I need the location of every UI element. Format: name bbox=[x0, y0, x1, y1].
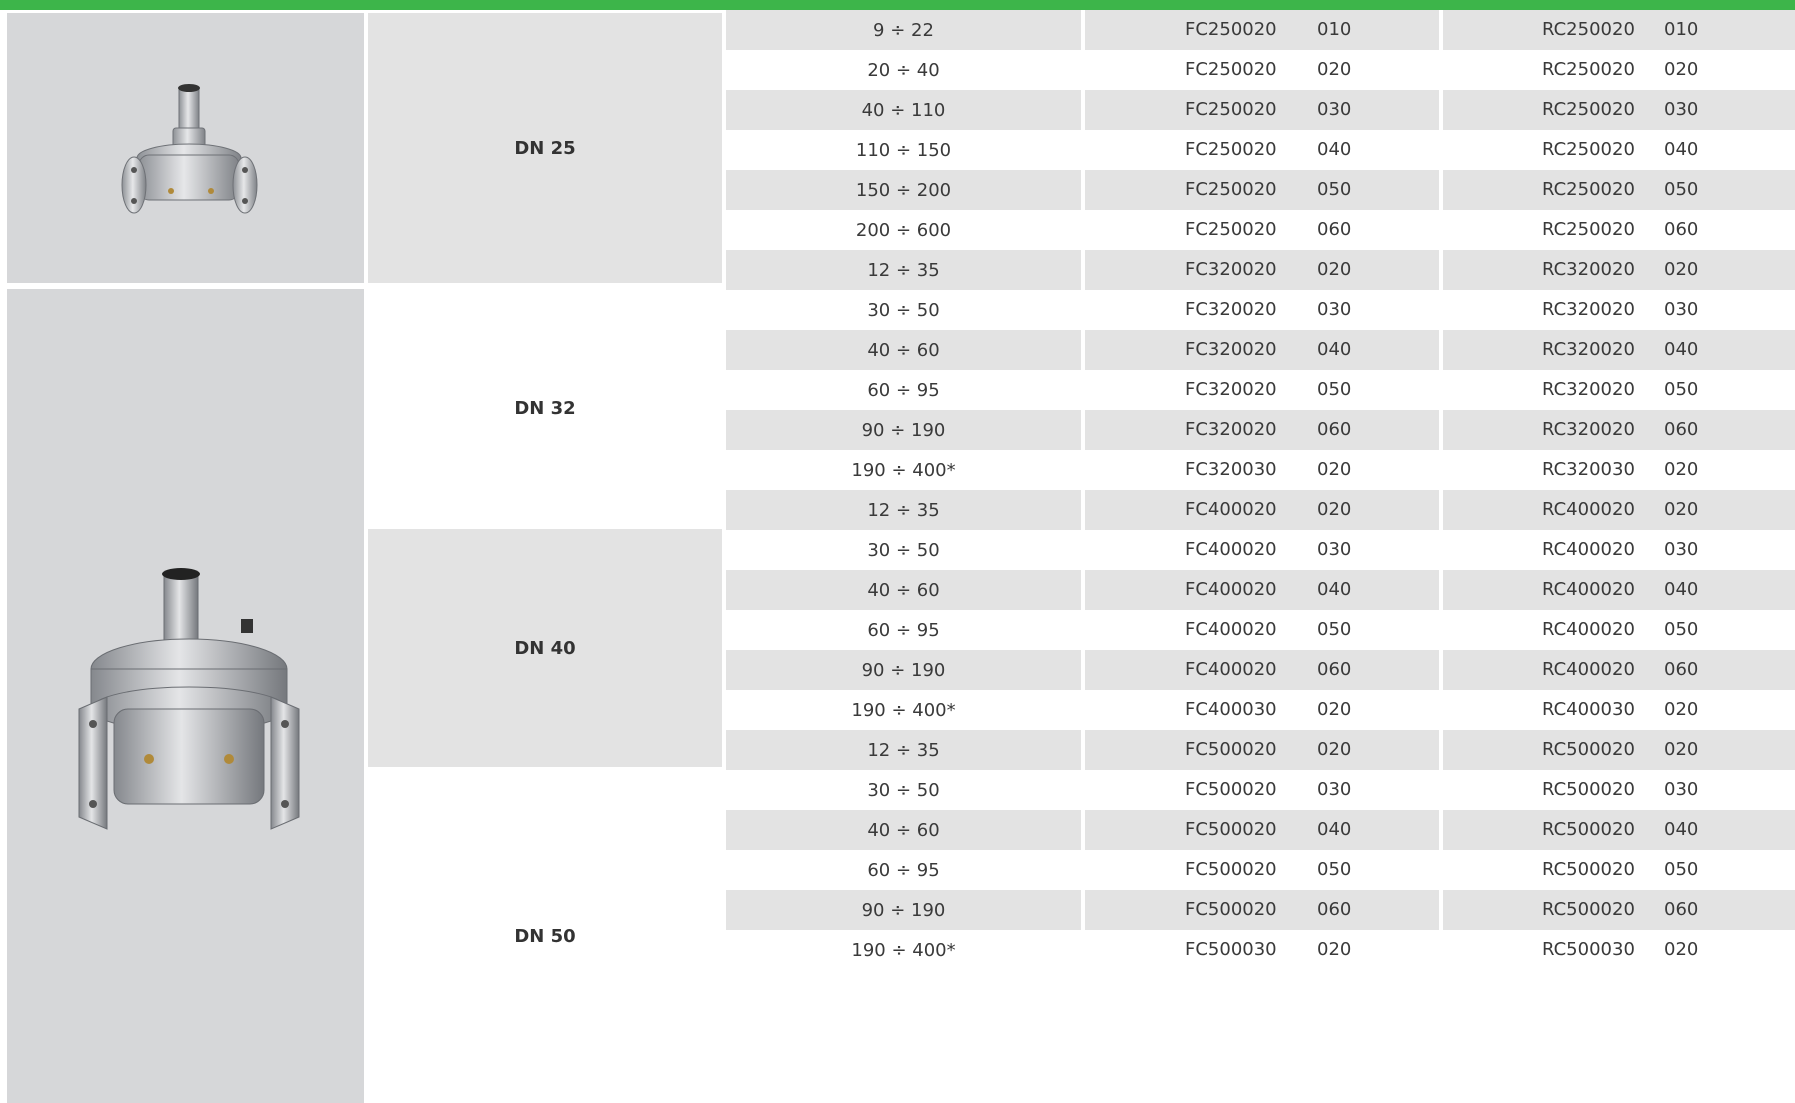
fc-code-cell bbox=[1085, 10, 1439, 50]
rc-code-suffix: 020 bbox=[1664, 939, 1699, 960]
table-row bbox=[726, 850, 1795, 890]
rc-code-cell bbox=[1443, 650, 1795, 690]
table-row bbox=[726, 930, 1795, 970]
pressure-range-cell: 200 ÷ 600 bbox=[726, 210, 1081, 250]
pressure-range-cell: 60 ÷ 95 bbox=[726, 370, 1081, 410]
dn-size-label: DN 50 bbox=[368, 769, 722, 1103]
rc-code-suffix: 050 bbox=[1664, 179, 1699, 200]
rc-code: RC400020 bbox=[1542, 579, 1635, 600]
table-row bbox=[726, 50, 1795, 90]
fc-code-cell bbox=[1085, 330, 1439, 370]
rc-code: RC250020 bbox=[1542, 19, 1635, 40]
fc-code: FC500020 bbox=[1185, 819, 1277, 840]
fc-code-cell bbox=[1085, 170, 1439, 210]
table-row bbox=[726, 690, 1795, 730]
rc-code: RC500020 bbox=[1542, 819, 1635, 840]
rc-code-cell bbox=[1443, 530, 1795, 570]
fc-code: FC500030 bbox=[1185, 939, 1277, 960]
table-row bbox=[726, 770, 1795, 810]
fc-code: FC250020 bbox=[1185, 179, 1277, 200]
fc-code: FC250020 bbox=[1185, 59, 1277, 80]
fc-code-cell bbox=[1085, 930, 1439, 970]
rc-code-cell bbox=[1443, 330, 1795, 370]
rc-code-suffix: 010 bbox=[1664, 19, 1699, 40]
fc-code-suffix: 020 bbox=[1317, 459, 1352, 480]
rc-code: RC500020 bbox=[1542, 739, 1635, 760]
small-gas-regulator-image bbox=[111, 73, 271, 243]
fc-code-suffix: 040 bbox=[1317, 819, 1352, 840]
fc-code-cell bbox=[1085, 530, 1439, 570]
rc-code-suffix: 020 bbox=[1664, 499, 1699, 520]
rc-code-cell bbox=[1443, 370, 1795, 410]
fc-code-cell bbox=[1085, 770, 1439, 810]
fc-code-suffix: 060 bbox=[1317, 419, 1352, 440]
table-row bbox=[726, 170, 1795, 210]
rc-code-suffix: 030 bbox=[1664, 779, 1699, 800]
fc-code-suffix: 020 bbox=[1317, 939, 1352, 960]
rc-code-suffix: 030 bbox=[1664, 539, 1699, 560]
fc-code: FC400020 bbox=[1185, 619, 1277, 640]
large-gas-regulator-image bbox=[69, 559, 309, 849]
fc-code: FC400020 bbox=[1185, 579, 1277, 600]
fc-code-suffix: 060 bbox=[1317, 219, 1352, 240]
fc-code-suffix: 030 bbox=[1317, 539, 1352, 560]
fc-code: FC500020 bbox=[1185, 739, 1277, 760]
rc-code: RC250020 bbox=[1542, 139, 1635, 160]
table-row bbox=[726, 10, 1795, 50]
rc-code-cell bbox=[1443, 210, 1795, 250]
product-image-cell-dn25 bbox=[7, 13, 364, 283]
rc-code-cell bbox=[1443, 930, 1795, 970]
rc-code: RC400020 bbox=[1542, 659, 1635, 680]
table-row bbox=[726, 530, 1795, 570]
rc-code: RC320020 bbox=[1542, 259, 1635, 280]
rc-code-cell bbox=[1443, 770, 1795, 810]
fc-code: FC320020 bbox=[1185, 419, 1277, 440]
rc-code-cell bbox=[1443, 730, 1795, 770]
rc-code-suffix: 060 bbox=[1664, 419, 1699, 440]
fc-code-suffix: 050 bbox=[1317, 619, 1352, 640]
top-accent-bar bbox=[0, 0, 1795, 10]
fc-code-suffix: 030 bbox=[1317, 99, 1352, 120]
rc-code-suffix: 050 bbox=[1664, 379, 1699, 400]
fc-code: FC320020 bbox=[1185, 299, 1277, 320]
fc-code-cell bbox=[1085, 50, 1439, 90]
pressure-range-cell: 40 ÷ 60 bbox=[726, 330, 1081, 370]
rc-code: RC320020 bbox=[1542, 379, 1635, 400]
fc-code-cell bbox=[1085, 890, 1439, 930]
rc-code-suffix: 050 bbox=[1664, 619, 1699, 640]
rc-code-cell bbox=[1443, 890, 1795, 930]
rc-code-suffix: 060 bbox=[1664, 219, 1699, 240]
fc-code-suffix: 040 bbox=[1317, 579, 1352, 600]
rc-code: RC400020 bbox=[1542, 539, 1635, 560]
pressure-range-cell: 40 ÷ 60 bbox=[726, 570, 1081, 610]
table-row bbox=[726, 490, 1795, 530]
fc-code-cell bbox=[1085, 290, 1439, 330]
rc-code: RC320020 bbox=[1542, 339, 1635, 360]
pressure-range-cell: 20 ÷ 40 bbox=[726, 50, 1081, 90]
pressure-range-cell: 60 ÷ 95 bbox=[726, 850, 1081, 890]
pressure-range-cell: 90 ÷ 190 bbox=[726, 890, 1081, 930]
table-row bbox=[726, 90, 1795, 130]
product-image-cell-dn32-50 bbox=[7, 289, 364, 1103]
fc-code-suffix: 060 bbox=[1317, 659, 1352, 680]
rc-code-cell bbox=[1443, 10, 1795, 50]
pressure-range-cell: 90 ÷ 190 bbox=[726, 650, 1081, 690]
rc-code-suffix: 040 bbox=[1664, 339, 1699, 360]
fc-code-suffix: 010 bbox=[1317, 19, 1352, 40]
fc-code: FC400030 bbox=[1185, 699, 1277, 720]
rc-code-cell bbox=[1443, 690, 1795, 730]
fc-code-cell bbox=[1085, 250, 1439, 290]
rc-code-cell bbox=[1443, 490, 1795, 530]
fc-code: FC320020 bbox=[1185, 259, 1277, 280]
rc-code-cell bbox=[1443, 450, 1795, 490]
table-row bbox=[726, 250, 1795, 290]
rc-code-suffix: 020 bbox=[1664, 699, 1699, 720]
fc-code-suffix: 050 bbox=[1317, 859, 1352, 880]
fc-code-suffix: 020 bbox=[1317, 59, 1352, 80]
fc-code-cell bbox=[1085, 130, 1439, 170]
fc-code-suffix: 040 bbox=[1317, 339, 1352, 360]
rc-code: RC250020 bbox=[1542, 99, 1635, 120]
fc-code-suffix: 040 bbox=[1317, 139, 1352, 160]
rc-code: RC400020 bbox=[1542, 499, 1635, 520]
rc-code-cell bbox=[1443, 50, 1795, 90]
fc-code-suffix: 020 bbox=[1317, 499, 1352, 520]
fc-code-cell bbox=[1085, 650, 1439, 690]
fc-code: FC250020 bbox=[1185, 219, 1277, 240]
rc-code-cell bbox=[1443, 290, 1795, 330]
fc-code: FC400020 bbox=[1185, 499, 1277, 520]
fc-code-cell bbox=[1085, 490, 1439, 530]
pressure-range-cell: 30 ÷ 50 bbox=[726, 290, 1081, 330]
fc-code-cell bbox=[1085, 410, 1439, 450]
rc-code-cell bbox=[1443, 610, 1795, 650]
table-row bbox=[726, 210, 1795, 250]
table-row bbox=[726, 570, 1795, 610]
pressure-range-cell: 40 ÷ 110 bbox=[726, 90, 1081, 130]
rc-code-cell bbox=[1443, 130, 1795, 170]
dn-size-label: DN 25 bbox=[368, 13, 722, 283]
fc-code-suffix: 060 bbox=[1317, 899, 1352, 920]
pressure-range-cell: 30 ÷ 50 bbox=[726, 530, 1081, 570]
rc-code-suffix: 060 bbox=[1664, 659, 1699, 680]
rc-code: RC400030 bbox=[1542, 699, 1635, 720]
rc-code-suffix: 020 bbox=[1664, 739, 1699, 760]
fc-code: FC250020 bbox=[1185, 19, 1277, 40]
rc-code-suffix: 040 bbox=[1664, 819, 1699, 840]
rc-code: RC250020 bbox=[1542, 59, 1635, 80]
dn-size-label: DN 40 bbox=[368, 529, 722, 767]
table-row bbox=[726, 890, 1795, 930]
rc-code-suffix: 030 bbox=[1664, 299, 1699, 320]
fc-code-cell bbox=[1085, 850, 1439, 890]
fc-code-cell bbox=[1085, 210, 1439, 250]
rc-code: RC320030 bbox=[1542, 459, 1635, 480]
rc-code: RC500030 bbox=[1542, 939, 1635, 960]
fc-code-suffix: 020 bbox=[1317, 699, 1352, 720]
rc-code: RC250020 bbox=[1542, 179, 1635, 200]
fc-code-cell bbox=[1085, 370, 1439, 410]
pressure-range-cell: 110 ÷ 150 bbox=[726, 130, 1081, 170]
table-row bbox=[726, 810, 1795, 850]
table-row bbox=[726, 370, 1795, 410]
rc-code-suffix: 040 bbox=[1664, 579, 1699, 600]
fc-code: FC320020 bbox=[1185, 379, 1277, 400]
rc-code-cell bbox=[1443, 570, 1795, 610]
pressure-range-cell: 12 ÷ 35 bbox=[726, 250, 1081, 290]
rc-code-cell bbox=[1443, 90, 1795, 130]
fc-code-cell bbox=[1085, 90, 1439, 130]
fc-code: FC500020 bbox=[1185, 899, 1277, 920]
pressure-range-cell: 190 ÷ 400* bbox=[726, 450, 1081, 490]
fc-code-suffix: 020 bbox=[1317, 259, 1352, 280]
pressure-range-cell: 90 ÷ 190 bbox=[726, 410, 1081, 450]
fc-code: FC320030 bbox=[1185, 459, 1277, 480]
rc-code: RC500020 bbox=[1542, 859, 1635, 880]
fc-code-cell bbox=[1085, 810, 1439, 850]
fc-code: FC500020 bbox=[1185, 859, 1277, 880]
fc-code: FC400020 bbox=[1185, 539, 1277, 560]
fc-code: FC400020 bbox=[1185, 659, 1277, 680]
rc-code-suffix: 020 bbox=[1664, 259, 1699, 280]
pressure-range-cell: 190 ÷ 400* bbox=[726, 930, 1081, 970]
fc-code-cell bbox=[1085, 450, 1439, 490]
rc-code-suffix: 030 bbox=[1664, 99, 1699, 120]
dn-size-label: DN 32 bbox=[368, 289, 722, 527]
fc-code-suffix: 020 bbox=[1317, 739, 1352, 760]
pressure-range-cell: 40 ÷ 60 bbox=[726, 810, 1081, 850]
pressure-range-cell: 150 ÷ 200 bbox=[726, 170, 1081, 210]
rc-code-cell bbox=[1443, 850, 1795, 890]
table-row bbox=[726, 610, 1795, 650]
pressure-range-cell: 30 ÷ 50 bbox=[726, 770, 1081, 810]
rc-code-cell bbox=[1443, 250, 1795, 290]
table-row bbox=[726, 130, 1795, 170]
table-row bbox=[726, 410, 1795, 450]
pressure-range-cell: 190 ÷ 400* bbox=[726, 690, 1081, 730]
fc-code: FC320020 bbox=[1185, 339, 1277, 360]
fc-code: FC250020 bbox=[1185, 99, 1277, 120]
table-row bbox=[726, 330, 1795, 370]
fc-code-cell bbox=[1085, 610, 1439, 650]
rc-code-cell bbox=[1443, 810, 1795, 850]
fc-code-suffix: 050 bbox=[1317, 379, 1352, 400]
rc-code-suffix: 020 bbox=[1664, 459, 1699, 480]
rc-code: RC250020 bbox=[1542, 219, 1635, 240]
fc-code-suffix: 050 bbox=[1317, 179, 1352, 200]
rc-code-cell bbox=[1443, 170, 1795, 210]
rc-code-cell bbox=[1443, 410, 1795, 450]
rc-code-suffix: 050 bbox=[1664, 859, 1699, 880]
pressure-range-cell: 60 ÷ 95 bbox=[726, 610, 1081, 650]
table-row bbox=[726, 650, 1795, 690]
fc-code-suffix: 030 bbox=[1317, 299, 1352, 320]
rc-code-suffix: 040 bbox=[1664, 139, 1699, 160]
rc-code: RC320020 bbox=[1542, 419, 1635, 440]
rc-code: RC320020 bbox=[1542, 299, 1635, 320]
pressure-range-cell: 12 ÷ 35 bbox=[726, 730, 1081, 770]
rc-code-suffix: 020 bbox=[1664, 59, 1699, 80]
table-row bbox=[726, 290, 1795, 330]
pressure-range-cell: 9 ÷ 22 bbox=[726, 10, 1081, 50]
fc-code: FC500020 bbox=[1185, 779, 1277, 800]
rc-code: RC500020 bbox=[1542, 899, 1635, 920]
table-row bbox=[726, 730, 1795, 770]
rc-code: RC500020 bbox=[1542, 779, 1635, 800]
rc-code-suffix: 060 bbox=[1664, 899, 1699, 920]
fc-code: FC250020 bbox=[1185, 139, 1277, 160]
rc-code: RC400020 bbox=[1542, 619, 1635, 640]
fc-code-cell bbox=[1085, 730, 1439, 770]
fc-code-cell bbox=[1085, 690, 1439, 730]
fc-code-suffix: 030 bbox=[1317, 779, 1352, 800]
table-row bbox=[726, 450, 1795, 490]
pressure-range-cell: 12 ÷ 35 bbox=[726, 490, 1081, 530]
fc-code-cell bbox=[1085, 570, 1439, 610]
